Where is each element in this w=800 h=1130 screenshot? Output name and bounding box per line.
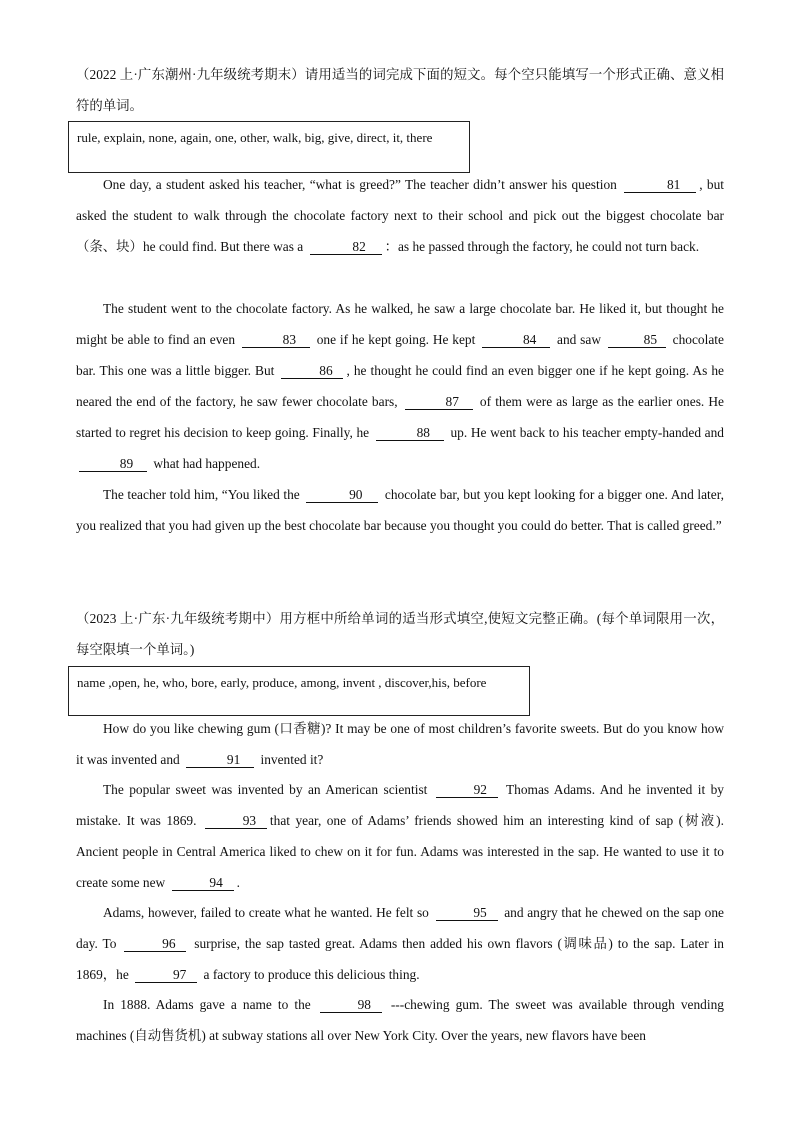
text-run: and angry that he chewed on the sap one day. To — [76, 905, 724, 951]
section2-word-list: name ,open, he, who, bore, early, produce, among, invent , discover,his, before — [77, 675, 487, 690]
section2-word-box — [68, 666, 530, 716]
text-run: , but asked the student to walk through the chocolate factory next to their school and pick out the biggest chocolate bar（条、块）he could find. But there was a — [76, 177, 724, 254]
section2-instruction: （2023 上·广东·九年级统考期中）用方框中所给单词的适当形式填空,使短文完整正确。(每个单词限用一次，每空限填一个单词。) — [76, 611, 724, 657]
section2-paragraph-3 — [76, 897, 724, 990]
blank-91[interactable]: 91 — [186, 753, 254, 768]
text-run: invented it? — [260, 752, 324, 767]
section1-paragraph-3 — [76, 479, 724, 541]
text-run: , he thought he could find an even bigger one if he kept going. As he neared the end of the factory, he saw fewer chocolate bars, — [76, 363, 724, 409]
text-run: what had happened. — [153, 456, 261, 471]
text-run: chocolate bar. This one was a little bigger. But — [76, 332, 724, 378]
text-run: One day, a student asked his teacher, “what is greed?” The teacher didn’t answer his question — [103, 177, 617, 192]
section1-paragraph-1 — [76, 169, 724, 262]
blank-89[interactable]: 89 — [79, 457, 147, 472]
section1-word-list: rule, explain, none, again, one, other, walk, big, give, direct, it, there — [77, 130, 433, 145]
text-run: The popular sweet was invented by an American scientist — [103, 782, 428, 797]
section2-paragraph-1 — [76, 713, 724, 775]
section2-paragraph-2 — [76, 774, 724, 898]
blank-98[interactable]: 98 — [320, 998, 382, 1013]
text-run: a factory to produce this delicious thing. — [203, 967, 420, 982]
blank-96[interactable]: 96 — [124, 937, 186, 952]
blank-92[interactable]: 92 — [436, 783, 498, 798]
text-run: Adams, however, failed to create what he wanted. He felt so — [103, 905, 429, 920]
text-run: How do you like chewing gum (口香糖)? It may be one of most children’s favorite sweets. But do you know how it was invented and — [76, 721, 724, 767]
blank-87[interactable]: 87 — [405, 395, 473, 410]
text-run: The teacher told him, “You liked the — [103, 487, 300, 502]
blank-94[interactable]: 94 — [172, 876, 234, 891]
text-run: ---chewing gum. The sweet was available through vending machines (自动售货机) at subway stations all over New York City. Over the years, new flavors have been — [76, 997, 724, 1043]
section1-instruction: （2022 上·广东潮州·九年级统考期末）请用适当的词完成下面的短文。每个空只能填写一个形式正确、意义相符的单词。 — [76, 67, 724, 113]
text-run: ：as he passed through the factory, he could not turn back. — [384, 239, 700, 254]
text-run: chocolate bar, but you kept looking for a bigger one. And later, you realized that you had given up the best chocolate bar because you thought you could do better. That is called greed.” — [76, 487, 724, 533]
text-run: Thomas Adams. And he invented it by mistake. It was 1869. — [76, 782, 724, 828]
section1-word-box — [68, 121, 470, 173]
text-run: one if he kept going. He kept — [316, 332, 476, 347]
blank-90[interactable]: 90 — [306, 488, 378, 503]
text-run: of them were as large as the earlier ones. He started to regret his decision to keep going. Finally, he — [76, 394, 725, 440]
blank-95[interactable]: 95 — [436, 906, 498, 921]
text-run: The student went to the chocolate factory. As he walked, he saw a large chocolate bar. He liked it, but thought he might be able to find an even — [76, 301, 724, 347]
text-run: and saw — [557, 332, 601, 347]
text-run: In 1888. Adams gave a name to the — [103, 997, 311, 1012]
blank-93[interactable]: 93 — [205, 814, 267, 829]
blank-88[interactable]: 88 — [376, 426, 444, 441]
text-run: that year, one of Adams’ friends showed him an interesting kind of sap (树液). Ancient people in Central America liked to chew on it for fun. Adams was interested in the sap. He wanted to use it to create some new — [76, 813, 724, 890]
blank-82[interactable]: 82 — [310, 240, 382, 255]
text-run: surprise, the sap tasted great. Adams then added his own flavors (调味品) to the sap. Later in 1869，he — [76, 936, 724, 982]
blank-84[interactable]: 84 — [482, 333, 550, 348]
text-run: . — [236, 875, 240, 890]
blank-86[interactable]: 86 — [281, 364, 343, 379]
blank-85[interactable]: 85 — [608, 333, 666, 348]
text-run: up. He went back to his teacher empty‐handed and — [450, 425, 725, 440]
blank-81[interactable]: 81 — [624, 178, 696, 193]
blank-97[interactable]: 97 — [135, 968, 197, 983]
section2-paragraph-4 — [76, 989, 724, 1051]
section1-paragraph-2 — [76, 293, 724, 479]
blank-83[interactable]: 83 — [242, 333, 310, 348]
